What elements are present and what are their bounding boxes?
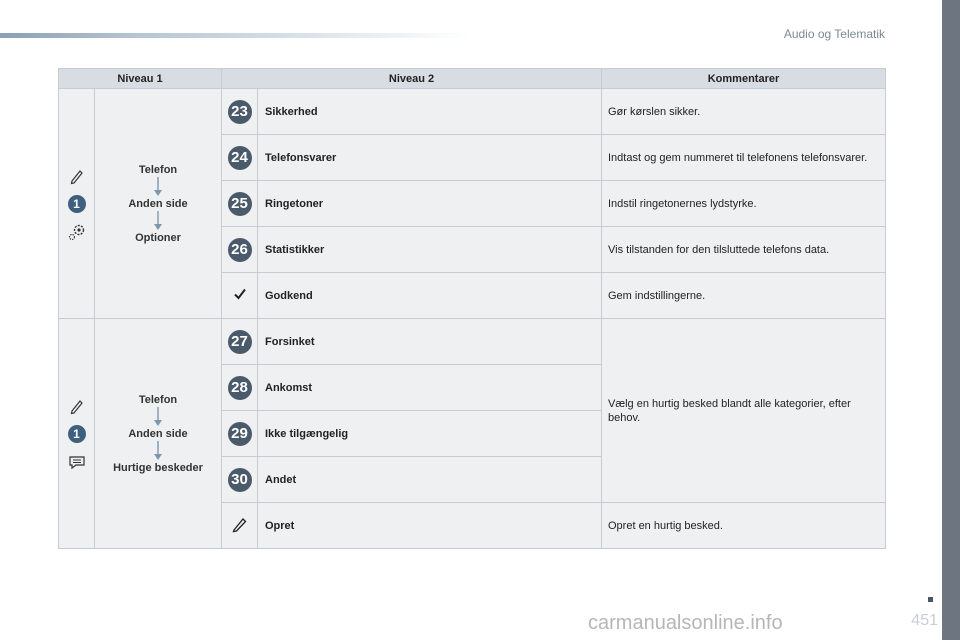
page-marker — [928, 597, 933, 602]
level2-label: Opret — [258, 503, 602, 549]
step-number-badge: 1 — [68, 425, 86, 443]
comment-cell: Gem indstillingerne. — [602, 273, 886, 319]
table-row — [59, 319, 886, 365]
number-badge: 23 — [228, 100, 252, 124]
arrow-down-icon — [153, 407, 163, 427]
pencil-icon — [66, 165, 88, 187]
path-step-optioner: Optioner — [135, 231, 181, 244]
level1-icon-cell — [59, 89, 95, 319]
badge-cell — [222, 319, 258, 365]
checkmark-icon — [233, 287, 247, 301]
badge-cell — [222, 227, 258, 273]
path-step-anden-side: Anden side — [128, 197, 188, 210]
comment-cell: Opret en hurtig besked. — [602, 503, 886, 549]
level2-label: Sikkerhed — [258, 89, 602, 135]
level2-label: Telefonsvarer — [258, 135, 602, 181]
level2-label: Ankomst — [258, 365, 602, 411]
arrow-down-icon — [153, 177, 163, 197]
level1-path-cell — [95, 319, 222, 549]
number-badge: 28 — [228, 376, 252, 400]
level2-label: Forsinket — [258, 319, 602, 365]
number-badge: 25 — [228, 192, 252, 216]
level1-icon-cell — [59, 319, 95, 549]
level2-label: Statistikker — [258, 227, 602, 273]
pencil-icon — [231, 515, 249, 533]
shared-comment-cell: Vælg en hurtig besked blandt alle kategorier, efter behov. — [602, 319, 886, 503]
badge-cell — [222, 365, 258, 411]
comment-cell: Vis tilstanden for den tilsluttede telefons data. — [602, 227, 886, 273]
step-number-badge: 1 — [68, 195, 86, 213]
level2-label: Andet — [258, 457, 602, 503]
path-step-hurtige-beskeder: Hurtige beskeder — [113, 461, 203, 474]
table-header-row — [59, 69, 886, 89]
settings-gear-icon — [66, 221, 88, 243]
level2-label: Ikke tilgængelig — [258, 411, 602, 457]
menu-table — [58, 68, 886, 549]
page-number: 451 — [911, 612, 938, 629]
path-step-telefon: Telefon — [138, 163, 178, 176]
page-edge-strip — [942, 0, 960, 640]
table-row — [59, 89, 886, 135]
badge-cell — [222, 135, 258, 181]
path-step-telefon: Telefon — [138, 393, 178, 406]
comment-cell: Indtast og gem nummeret til telefonens telefonsvarer. — [602, 135, 886, 181]
comment-cell: Indstil ringetonernes lydstyrke. — [602, 181, 886, 227]
column-header-comments: Kommentarer — [602, 69, 886, 89]
number-badge: 24 — [228, 146, 252, 170]
section-title: Audio og Telematik — [783, 27, 885, 41]
symbol-cell — [222, 503, 258, 549]
watermark: carmanualsonline.info — [588, 612, 783, 634]
badge-cell — [222, 411, 258, 457]
column-header-level2: Niveau 2 — [222, 69, 602, 89]
path-step-anden-side: Anden side — [128, 427, 188, 440]
arrow-down-icon — [153, 211, 163, 231]
number-badge: 29 — [228, 422, 252, 446]
badge-cell — [222, 181, 258, 227]
comment-cell: Gør kørslen sikker. — [602, 89, 886, 135]
number-badge: 26 — [228, 238, 252, 262]
arrow-down-icon — [153, 441, 163, 461]
level2-label: Godkend — [258, 273, 602, 319]
level2-label: Ringetoner — [258, 181, 602, 227]
badge-cell — [222, 457, 258, 503]
number-badge: 27 — [228, 330, 252, 354]
speech-bubble-icon — [66, 451, 88, 473]
number-badge: 30 — [228, 468, 252, 492]
column-header-level1: Niveau 1 — [59, 69, 222, 89]
badge-cell — [222, 89, 258, 135]
symbol-cell — [222, 273, 258, 319]
level1-path-cell — [95, 89, 222, 319]
pencil-icon — [66, 395, 88, 417]
header-accent-bar — [0, 33, 470, 38]
